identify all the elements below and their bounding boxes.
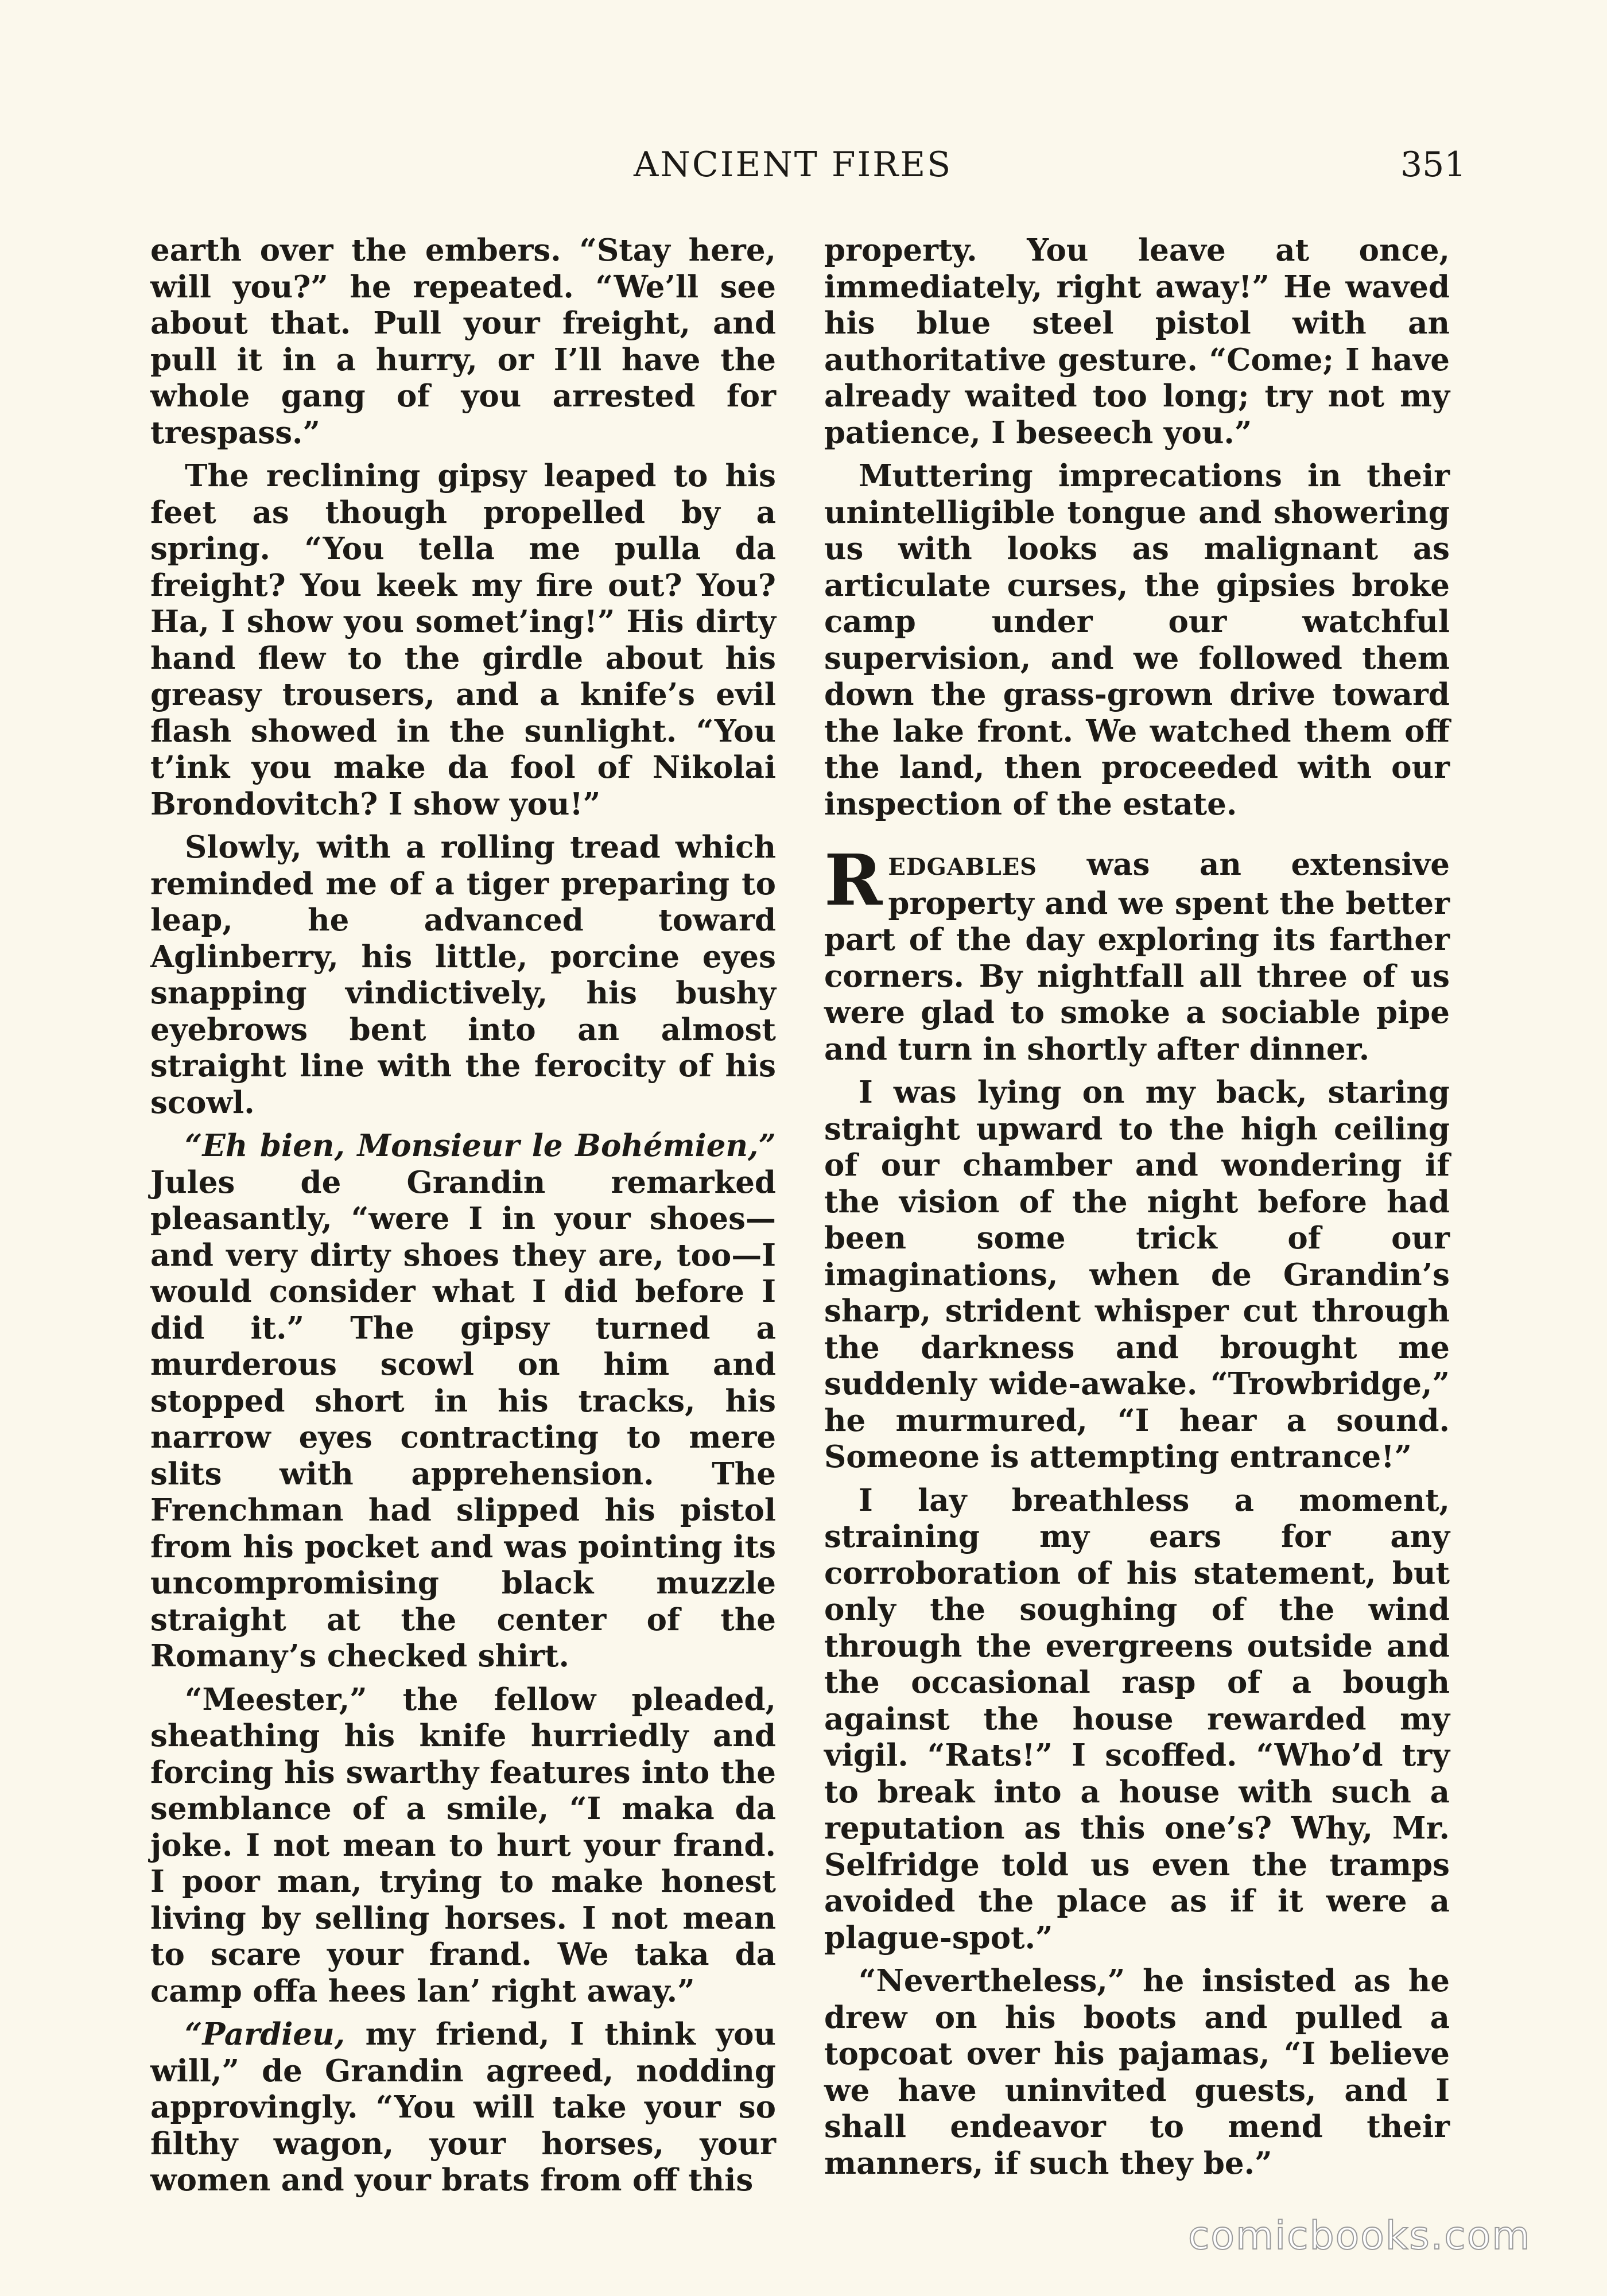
paragraph: Slowly, with a rolling tread which reminded me of a tiger preparing to leap, he advanced toward Aglinberry, his little, porcine eyes snapping vindictively, his bushy eyebrows bent into an almost straight line with the ferocity of his scowl. <box>150 829 776 1120</box>
paragraph-text: was an extensive property and we spent the better part of the day exploring its farther corners. By nightfall all three of us were glad to smoke a sociable pipe and turn in shortly after dinner. <box>824 847 1450 1067</box>
paragraph-text: Jules de Grandin remarked pleasantly, “were I in your shoes—and very dirty shoes they are, too—I would consider what I did before I did it.” The gipsy turned a murderous scowl on him and stopped short in his tracks, his narrow eyes contracting to mere slits with apprehension. The Frenchman had slipped his pistol from his pocket and was pointing its uncompromising black muzzle straight at the center of the Romany’s checked shirt. <box>150 1164 776 1674</box>
paragraph: “Meester,” the fellow pleaded, sheathing his knife hurriedly and forcing his swarthy features into the semblance of a smile, “I maka da joke. I not mean to hurt your frand. I poor man, trying to make honest living by selling horses. I not mean to scare your frand. We taka da camp offa hees lan’ right away.” <box>150 1681 776 2009</box>
paragraph: Muttering imprecations in their unintelligible tongue and showering us with looks as malignant as articulate curses, the gipsies broke camp under our watchful supervision, and we followed them down the grass-grown drive toward the lake front. We watched them off the land, then proceeded with our inspection of the estate. <box>824 458 1450 822</box>
paragraph <box>150 1128 776 1675</box>
drop-cap: R <box>824 839 883 921</box>
small-caps-word: EDGABLES <box>888 854 1038 881</box>
right-column <box>824 232 1450 2189</box>
paragraph: I lay breathless a moment, straining my ears for any corroboration of his statement, but only the soughing of the wind through the evergreens outside and the occasional rasp of a bough against the house rewarded my vigil. “Rats!” I scoffed. “Who’d try to break into a house with such a reputation as this one’s? Why, Mr. Selfridge told us even the tramps avoided the place as if it were a plague-spot.” <box>824 1482 1450 1956</box>
paragraph: The reclining gipsy leaped to his feet as though propelled by a spring. “You tella me pulla da freight? You keek my fire out? You? Ha, I show you somet’ing!” His dirty hand flew to the girdle about his greasy trousers, and a knife’s evil flash showed in the sunlight. “You t’ink you make da fool of Nikolai Brondovitch? I show you!” <box>150 458 776 822</box>
paragraph: “Nevertheless,” he insisted as he drew on his boots and pulled a topcoat over his pajamas, “I believe we have uninvited guests, and I shall endeavor to mend their manners, if such they be.” <box>824 1963 1450 2181</box>
paragraph-text: my friend, I think you will,” de Grandin agreed, nodding approvingly. “You will take your so filthy wagon, your horses, your women and your brats from off this <box>150 2016 776 2198</box>
paragraph <box>150 2016 776 2199</box>
section-opening-paragraph <box>824 839 1450 1068</box>
page-number: 351 <box>1400 145 1466 185</box>
watermark: comicbooks.com <box>1188 2213 1531 2259</box>
italic-phrase: “Eh bien, Monsieur le Bohémien,” <box>185 1128 776 1163</box>
running-head: ANCIENT FIRES <box>634 145 953 185</box>
left-column <box>150 232 776 2206</box>
paragraph: I was lying on my back, staring straight upward to the high ceiling of our chamber and wondering if the vision of the night before had been some trick of our imaginations, when de Grandin’s sharp, strident whisper cut through the darkness and brought me suddenly wide-awake. “Trowbridge,” he murmured, “I hear a sound. Someone is attempting entrance!” <box>824 1075 1450 1475</box>
paragraph: earth over the embers. “Stay here, will you?” he repeated. “We’ll see about that. Pull your freight, and pull it in a hurry, or I’ll have the whole gang of you arrested for trespass.” <box>150 232 776 451</box>
paragraph: property. You leave at once, immediately, right away!” He waved his blue steel pistol with an authoritative gesture. “Come; I have already waited too long; try not my patience, I beseech you.” <box>824 232 1450 451</box>
italic-phrase: “Pardieu, <box>185 2016 346 2052</box>
